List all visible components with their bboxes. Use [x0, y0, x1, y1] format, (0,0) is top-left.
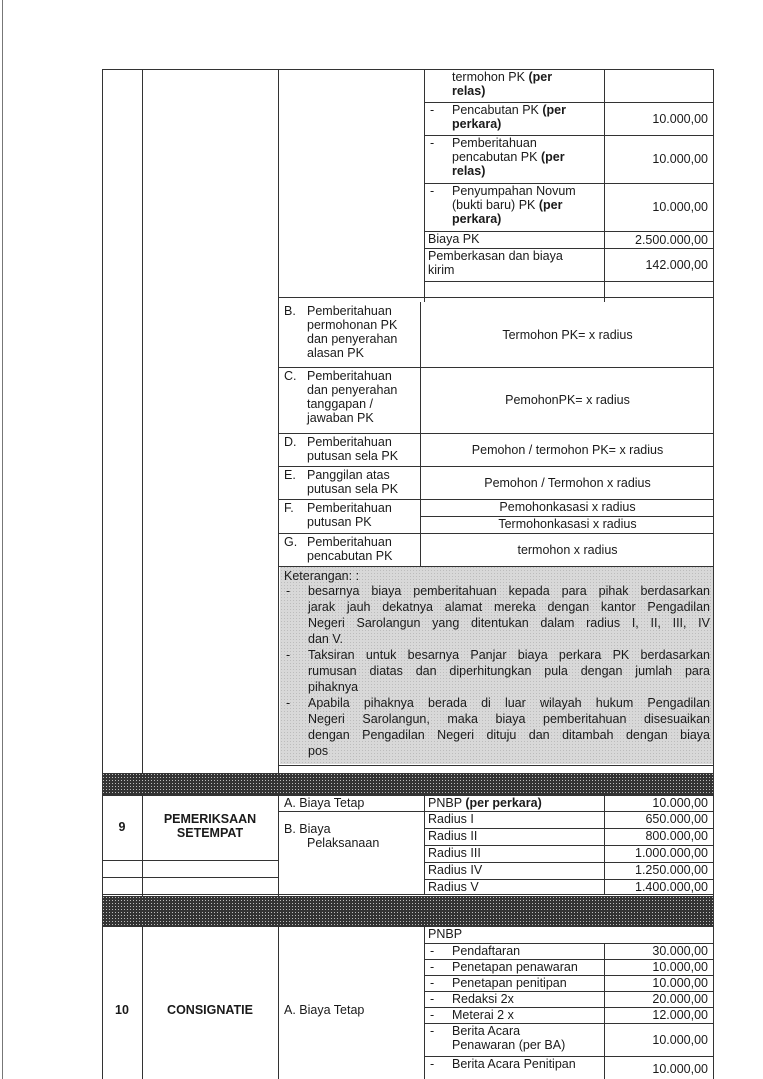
section10-a-label: A. Biaya Tetap [284, 1003, 365, 1017]
consig-row-label-line: Penawaran (per BA) [452, 1038, 566, 1052]
keterangan-line: dan V. [308, 632, 343, 646]
keterangan-title: Keterangan: : [284, 569, 360, 583]
item-letter: E. [284, 468, 296, 482]
fee-row-label [426, 249, 604, 277]
item-label [284, 468, 420, 496]
fee-row-label [426, 136, 604, 178]
item-label-line: F. Pemberitahuan [284, 501, 392, 515]
item-label-line: pencabutan PK [307, 549, 393, 563]
fee-row-label-line: - Pemberitahuan [430, 136, 537, 150]
section9-pnbp-amount: 10.000,00 [652, 796, 708, 810]
dash-bullet: - [286, 648, 291, 662]
item-label-line: permohonan PK [307, 318, 398, 332]
item-label-line: tanggapan / [307, 397, 374, 411]
dash-bullet: - [430, 944, 435, 958]
section9-left-row-border2 [102, 877, 278, 878]
item-letter: G. [284, 535, 298, 549]
radius-amount: 650.000,00 [645, 812, 708, 826]
dash-bullet: - [430, 136, 435, 150]
fee-row-label-line: relas) [452, 164, 486, 178]
dash-bullet: - [430, 992, 435, 1006]
fee-row-border [424, 281, 714, 282]
table-top-border [102, 69, 714, 70]
table-border-right [713, 69, 714, 1079]
keterangan-line: - Apabila pihaknya berada di luar wilayah hukum Pengadilan [286, 696, 710, 710]
dash-bullet: - [430, 976, 435, 990]
item-value: Pemohonkasasi x radius [499, 500, 636, 514]
keterangan-line: jarak jauh dekatnya alamat mereka dengan kantor Pengadilan [308, 600, 710, 614]
fee-row-label-line: (bukti baru) PK (per [452, 198, 563, 212]
radius-amount: 1.400.000,00 [635, 880, 708, 894]
section9-b-label [284, 822, 424, 850]
item-letter: D. [284, 435, 297, 449]
section9-number: 9 [118, 820, 126, 834]
dash-bullet: - [430, 960, 435, 974]
sub-col-amount-border [604, 69, 605, 302]
radius-label: Radius I [428, 812, 474, 826]
consig-row-amount: 10.000,00 [652, 1062, 708, 1076]
consig-row-amount: 10.000,00 [652, 960, 708, 974]
item-letter: B. [284, 304, 296, 318]
item-label-line: putusan sela PK [307, 449, 399, 463]
table-col-no-border [142, 69, 143, 1079]
item-value: Pemohon / Termohon x radius [484, 476, 651, 490]
section9-name-line2: SETEMPAT [176, 826, 244, 840]
keterangan-line: - Taksiran untuk besarnya Panjar biaya perkara PK berdasarkan [286, 648, 710, 662]
item-letter: C. [284, 369, 297, 383]
fee-row-label-line: relas) [452, 84, 486, 98]
consig-row-amount: 12.000,00 [652, 1008, 708, 1022]
section10-name: CONSIGNATIE [167, 1003, 253, 1017]
item-value-2: Termohonkasasi x radius [498, 517, 637, 531]
keterangan-bottom-border [278, 765, 714, 766]
item-label [284, 501, 420, 529]
table-col-name-border [278, 69, 279, 1079]
item-label-line: alasan PK [307, 346, 364, 360]
consig-row-label [426, 1057, 604, 1071]
table-border-left [102, 69, 103, 1079]
item-row-border [278, 533, 714, 534]
fee-row-label-line: - Pencabutan PK (per [430, 103, 566, 117]
keterangan-points [284, 583, 710, 759]
section-separator-bar-2 [102, 896, 713, 926]
consig-row-label [426, 1024, 604, 1052]
item-label-line: B. Pemberitahuan [284, 304, 392, 318]
fee-row-amount: 142.000,00 [645, 258, 708, 272]
section10-pnbp-label: PNBP [428, 927, 463, 941]
keterangan-line: pihaknya [308, 680, 359, 694]
fee-row-label-line: pencabutan PK (per [452, 150, 565, 164]
fee-row-label-line: Biaya PK [428, 232, 480, 246]
item-value: termohon x radius [517, 543, 618, 557]
consig-row-amount: 30.000,00 [652, 944, 708, 958]
fee-row-label-line: termohon PK (per [452, 70, 553, 84]
fee-row-label-line: kirim [428, 263, 455, 277]
section9-name-line1: PEMERIKSAAN [163, 812, 257, 826]
item-label-line: dan penyerahan [307, 332, 398, 346]
keterangan-line: rumusan diatas dan diperhitungkan pula dengan jumlah para [308, 664, 710, 678]
radius-label: Radius IV [428, 863, 483, 877]
radius-amount: 1.250.000,00 [635, 863, 708, 877]
section10-top-border [102, 926, 714, 927]
item-label-line: putusan sela PK [307, 482, 399, 496]
dash-bullet: - [430, 1057, 435, 1071]
fee-row-label [426, 70, 604, 98]
section9-bottom-border [102, 894, 714, 895]
keterangan-line: pos [308, 744, 329, 758]
section9-pnbp-label: PNBP [428, 796, 462, 810]
consig-row-amount: 10.000,00 [652, 1033, 708, 1047]
section9-left-row-border [102, 860, 278, 861]
item-label-line: G. Pemberitahuan [284, 535, 392, 549]
section10-number: 10 [115, 1003, 129, 1017]
item-label [284, 535, 420, 563]
keterangan-line: Negeri Sarolangun, maka biaya pemberitahuan disesuaikan [308, 712, 710, 726]
items-label-border [420, 302, 421, 566]
section9-name [142, 812, 278, 840]
fee-row-label-line: perkara) [452, 212, 502, 226]
radius-label: Radius V [428, 880, 479, 894]
item-label-line: D. Pemberitahuan [284, 435, 392, 449]
page-left-edge [2, 0, 3, 1079]
consig-row-label [426, 992, 604, 1006]
section9-a-label: A. Biaya Tetap [284, 796, 365, 810]
fee-row-amount: 10.000,00 [652, 112, 708, 126]
fee-row-label [426, 184, 604, 226]
section9-b-line1: B. Biaya [284, 822, 331, 836]
consig-row-label-line: - Berita Acara Penitipan [430, 1057, 576, 1071]
item-label-line: dan penyerahan [307, 383, 398, 397]
consig-row-label-line: - Redaksi 2x [430, 992, 514, 1006]
fee-row-border [278, 297, 714, 298]
section10-amount-border [604, 943, 605, 1079]
section9-pnbp [428, 796, 604, 810]
consig-row-label-line: - Penetapan penitipan [430, 976, 567, 990]
consig-row-amount: 10.000,00 [652, 976, 708, 990]
fee-row-label [426, 232, 604, 246]
dash-bullet: - [286, 696, 291, 710]
consig-row-label-line: - Pendaftaran [430, 944, 521, 958]
fee-row-label [426, 103, 604, 131]
consig-row-label [426, 976, 604, 990]
radius-label: Radius II [428, 829, 478, 843]
fee-row-amount: 2.500.000,00 [635, 233, 708, 247]
section-separator-bar [102, 773, 713, 795]
section9-b-line2: Pelaksanaan [307, 836, 380, 850]
item-label-line: jawaban PK [307, 411, 374, 425]
item-row-border [278, 367, 714, 368]
consig-row-label [426, 1008, 604, 1022]
radius-amount: 800.000,00 [645, 829, 708, 843]
item-row-border [278, 466, 714, 467]
item-label [284, 435, 420, 463]
section9-pnbp-suffix: (per perkara) [465, 796, 542, 810]
item-letter: F. [284, 501, 294, 515]
keterangan-line: - besarnya biaya pemberitahuan kepada para pihak berdasarkan [286, 584, 710, 598]
fee-row-label-line: perkara) [452, 117, 502, 131]
consig-row-label-line: - Meterai 2 x [430, 1008, 514, 1022]
consig-row-label [426, 960, 604, 974]
item-label [284, 304, 420, 360]
fee-row-amount: 10.000,00 [652, 200, 708, 214]
consig-row-label [426, 944, 604, 958]
item-row-border [278, 433, 714, 434]
keterangan-block [284, 569, 710, 765]
item-value: PemohonPK= x radius [505, 393, 630, 407]
item-row-border [278, 566, 714, 567]
item-label-line: C. Pemberitahuan [284, 369, 392, 383]
item-label [284, 369, 420, 425]
fee-row-label-line: - Penyumpahan Novum [430, 184, 576, 198]
item-value: Termohon PK= x radius [502, 328, 633, 342]
item-value: Pemohon / termohon PK= x radius [471, 443, 664, 457]
item-label-line: putusan PK [307, 515, 372, 529]
radius-amount: 1.000.000,00 [635, 846, 708, 860]
consig-row-label-line: - Penetapan penawaran [430, 960, 578, 974]
keterangan-line: Negeri Sarolangun yang ditentukan dalam radius I, II, III, IV [308, 616, 710, 630]
consig-row-amount: 20.000,00 [652, 992, 708, 1006]
dash-bullet: - [430, 1008, 435, 1022]
sub-col-label-border [424, 69, 425, 302]
keterangan-line: dengan Pengadilan Negeri dituju dan ditambah dengan biaya [308, 728, 710, 742]
fee-row-label-line: Pemberkasan dan biaya [428, 249, 563, 263]
consig-row-label-line: - Berita Acara [430, 1024, 521, 1038]
radius-label: Radius III [428, 846, 481, 860]
fee-row-amount: 10.000,00 [652, 152, 708, 166]
dash-bullet: - [430, 103, 435, 117]
dash-bullet: - [286, 584, 291, 598]
dash-bullet: - [430, 184, 435, 198]
item-label-line: E. Panggilan atas [284, 468, 390, 482]
dash-bullet: - [430, 1024, 435, 1038]
